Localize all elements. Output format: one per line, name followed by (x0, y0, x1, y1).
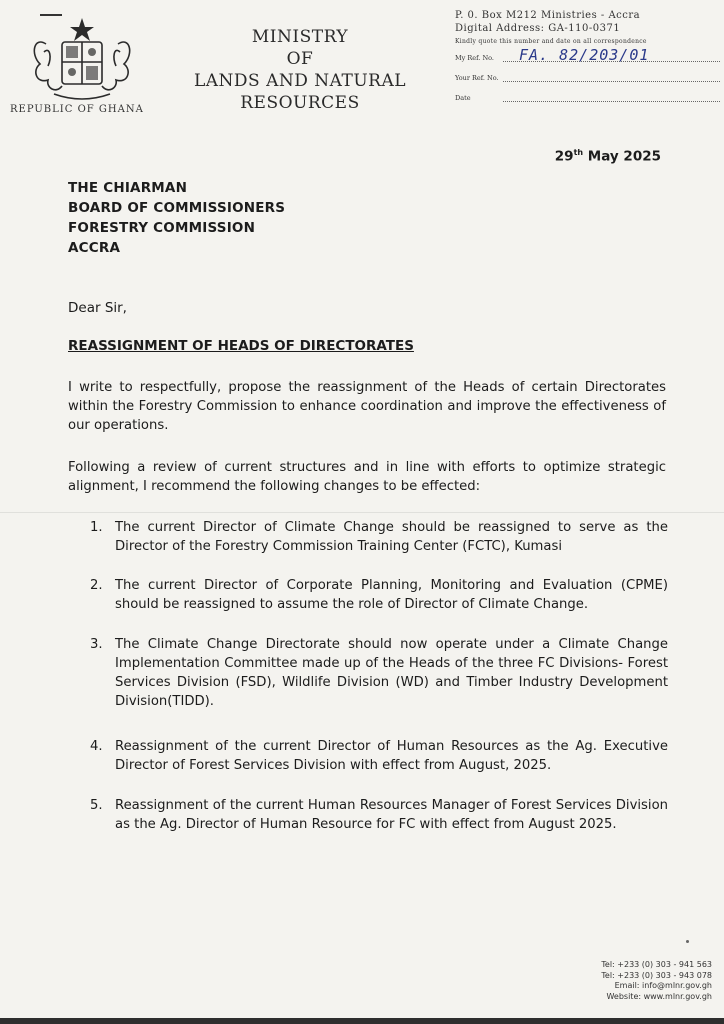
item-text: The current Director of Corporate Planning, Monitoring and Evaluation (CPME) should be reassigned to assume the role of Director of Climate Change. (115, 578, 668, 612)
address-line: THE CHIARMAN (68, 180, 188, 196)
list-item (90, 576, 668, 614)
list-item (90, 518, 668, 556)
address-line: ACCRA (68, 240, 121, 256)
recipient-address (68, 178, 285, 258)
telephone-1: Tel: +233 (0) 303 - 941 563 (601, 960, 712, 969)
your-ref-row (455, 67, 720, 85)
ghana-coat-of-arms-icon (26, 14, 138, 106)
date-rest: May 2025 (583, 148, 661, 165)
item-text: The current Director of Climate Change should be reassigned to serve as the Director of the Forestry Commission Training Center (FCTC), Kumasi (115, 520, 668, 554)
your-ref-line (503, 81, 720, 82)
bottom-edge (0, 1018, 724, 1024)
fold-crease (0, 512, 724, 513)
item-number: 3. (90, 637, 103, 652)
item-text: Reassignment of the current Director of Human Resources as the Ag. Executive Director of Forest Services Division with effect from August, 2025. (115, 739, 668, 773)
digital-address: Digital Address: GA-110-0371 (455, 23, 621, 34)
date-label: Date (455, 94, 471, 102)
date-suffix: th (573, 148, 584, 157)
address-line: FORESTRY COMMISSION (68, 220, 256, 236)
list-item (90, 796, 668, 834)
website: Website: www.mlnr.gov.gh (606, 991, 712, 1001)
address-line: BOARD OF COMMISSIONERS (68, 200, 286, 216)
ink-mark (686, 940, 689, 943)
kindly-quote-note: Kindly quote this number and date on all correspondence (455, 38, 647, 45)
my-ref-value: FA. 82/203/01 (519, 46, 650, 64)
telephone-2: Tel: +233 (0) 303 - 943 078 (601, 970, 712, 980)
list-item (90, 635, 668, 711)
contact-footer (601, 960, 712, 1002)
email: Email: info@mlnr.gov.gh (614, 981, 712, 990)
letter-subject: REASSIGNMENT OF HEADS OF DIRECTORATES (68, 338, 414, 354)
ministry-line: RESOURCES (240, 93, 360, 113)
item-text: Reassignment of the current Human Resources Manager of Forest Services Division as the Ag. Director of Human Resource for FC with effect from August 2025. (115, 798, 668, 832)
ministry-name (180, 26, 420, 114)
item-number: 5. (90, 798, 103, 813)
ministry-line: OF (286, 49, 314, 69)
letter-date (555, 148, 661, 165)
item-number: 1. (90, 520, 103, 535)
republic-label: REPUBLIC OF GHANA (10, 104, 144, 115)
ministry-line: MINISTRY (251, 27, 349, 47)
item-number: 2. (90, 578, 103, 593)
your-ref-label: Your Ref. No. (455, 74, 499, 82)
po-box: P. 0. Box M212 Ministries - Accra (455, 10, 641, 21)
list-item (90, 737, 668, 775)
reference-box (455, 10, 720, 105)
date-day: 29 (554, 148, 574, 165)
body-paragraph: I write to respectfully, propose the reassignment of the Heads of certain Directorates within the Forestry Commission to enhance coordination and improve the effectiveness of our operations. (68, 380, 666, 433)
item-text: The Climate Change Directorate should now operate under a Climate Change Implementation Committee made up of the Heads of the three FC Divisions- Forest Services Division (FSD), Wildlife Division (WD) and Timber Industry Development Division(TIDD). (115, 637, 668, 709)
my-ref-row (455, 47, 720, 65)
ministry-line: LANDS AND NATURAL (193, 71, 407, 91)
salutation: Dear Sir, (68, 300, 127, 316)
date-row (455, 87, 720, 105)
my-ref-label: My Ref. No. (455, 54, 494, 62)
date-line (503, 101, 720, 102)
body-paragraph: Following a review of current structures and in line with efforts to optimize strategic alignment, I recommend the following changes to be effected: (68, 460, 666, 494)
item-number: 4. (90, 739, 103, 754)
